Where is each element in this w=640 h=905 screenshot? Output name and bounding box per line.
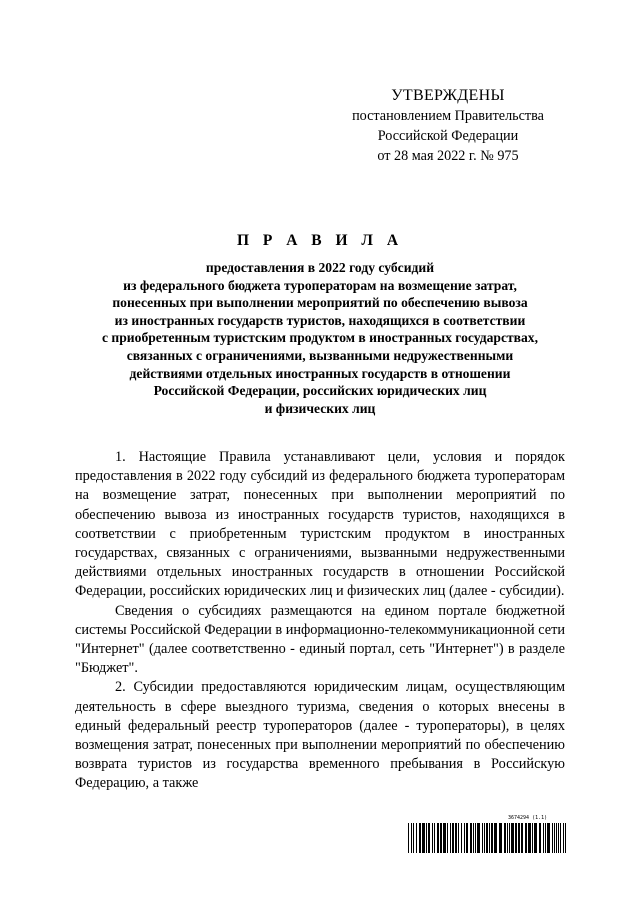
barcode-bar <box>494 823 497 853</box>
document-title: П Р А В И Л А <box>236 232 404 249</box>
barcode-bar <box>440 823 442 853</box>
subtitle-line: из федерального бюджета туроператорам на возмещение затрат, <box>123 277 517 293</box>
subtitle-line: связанных с ограничениями, вызванными недружественными <box>126 347 514 363</box>
subtitle-line: и физических лиц <box>264 400 376 416</box>
document-subtitle <box>60 259 580 417</box>
barcode-bar <box>491 823 493 853</box>
barcode-bar <box>428 823 430 853</box>
barcode-bar <box>486 823 488 853</box>
subtitle-line: из иностранных государств туристов, находящихся в соответствии <box>114 312 526 328</box>
barcode-bar <box>507 823 508 853</box>
subtitle-line: понесенных при выполнении мероприятий по обеспечению вывоза <box>112 295 528 311</box>
barcode-bar <box>525 823 527 853</box>
barcode-bar <box>432 823 433 853</box>
barcode-bar <box>484 823 485 853</box>
barcode-bar <box>447 823 448 853</box>
barcode-bar <box>422 823 425 853</box>
barcode-bar <box>552 823 553 853</box>
barcode-bar <box>511 823 514 853</box>
barcode-bar <box>547 823 550 853</box>
barcode-bar <box>482 823 483 853</box>
subtitle-line: предоставления в 2022 году субсидий <box>205 260 435 275</box>
barcode-bar <box>560 823 561 853</box>
paragraph: 2. Субсидии предоставляются юридическим лицам, осуществляющим деятельность в сфере выездного туризма, сведения о которых внесены в единый федеральный реестр туроператоров (далее - туроператоры), в целях возмещения затрат, понесенных при выполнении мероприятий по обеспечению возврата туристов из государства временного пребывания в Российскую Федерацию, а также <box>75 679 565 792</box>
barcode-bar <box>475 823 476 853</box>
approval-date-line: от 28 мая 2022 г. № 975 <box>377 148 519 164</box>
barcode-bar <box>434 823 435 853</box>
barcode-bar <box>473 823 474 853</box>
barcode-bar <box>443 823 446 853</box>
barcode-bar <box>558 823 559 853</box>
barcode-bar <box>515 823 517 853</box>
barcode-bar <box>419 823 421 853</box>
barcode-bar <box>470 823 472 853</box>
barcode-bar <box>411 823 412 853</box>
barcode-bar <box>554 823 555 853</box>
barcode-bar <box>489 823 490 853</box>
approval-line: Российской Федерации <box>377 128 519 144</box>
barcode-bar <box>518 823 520 853</box>
document-body <box>75 448 565 794</box>
barcode-block <box>408 815 568 853</box>
barcode-bar <box>452 823 454 853</box>
barcode-bar <box>539 823 541 853</box>
subtitle-line: действиями отдельных иностранных государств в отношении <box>129 365 511 381</box>
barcode-bar <box>413 823 414 853</box>
barcode-bar <box>455 823 457 853</box>
barcode-label: 3674294 (1.1) <box>508 815 548 821</box>
paragraph: 1. Настоящие Правила устанавливают цели, условия и порядок предоставления в 2022 году субсидий из федерального бюджета туроператорам на возмещение затрат, понесенных при выполнении мероприятий по обеспечению вывоза из иностранных государств туристов, находящихся в соответствии с приобретенным туристским продуктом в иностранных государствах, связанных с ограничениями, вызванными недружественными действиями отдельных иностранных государств в отношении Российской Федерации, российских юридических лиц и физических лиц (далее - субсидии). <box>75 449 565 600</box>
barcode-bar <box>534 823 537 853</box>
barcode-bar <box>556 823 557 853</box>
barcode-bar <box>545 823 546 853</box>
barcode-bar <box>532 823 533 853</box>
barcode-bar <box>437 823 439 853</box>
approval-line: постановлением Правительства <box>352 108 544 124</box>
barcode-bar <box>464 823 465 853</box>
approval-stamp <box>318 86 578 166</box>
barcode-bar <box>477 823 480 853</box>
barcode-bar <box>466 823 468 853</box>
barcode-bar <box>416 823 417 853</box>
approval-heading: УТВЕРЖДЕНЫ <box>391 87 505 104</box>
barcode-bar <box>461 823 462 853</box>
barcode-bar <box>408 823 409 853</box>
barcode-bar <box>565 823 566 853</box>
barcode-bar <box>543 823 544 853</box>
barcode-bar <box>450 823 451 853</box>
barcode-bar <box>458 823 459 853</box>
barcode-bar <box>528 823 531 853</box>
subtitle-line: с приобретенным туристским продуктом в иностранных государствах, <box>101 330 539 346</box>
barcode-bar <box>426 823 427 853</box>
barcode-bar <box>521 823 523 853</box>
barcode-bar <box>504 823 506 853</box>
barcode-image <box>408 823 568 853</box>
subtitle-line: Российской Федерации, российских юридических лиц <box>153 383 487 399</box>
paragraph: Сведения о субсидиях размещаются на едином портале бюджетной системы Российской Федерации в информационно-телекоммуникационной сети "Интернет" (далее соответственно - единый портал, сеть "Интернет") в разделе "Бюджет". <box>75 602 565 677</box>
barcode-bar <box>499 823 502 853</box>
barcode-bar <box>509 823 510 853</box>
barcode-bar <box>563 823 564 853</box>
